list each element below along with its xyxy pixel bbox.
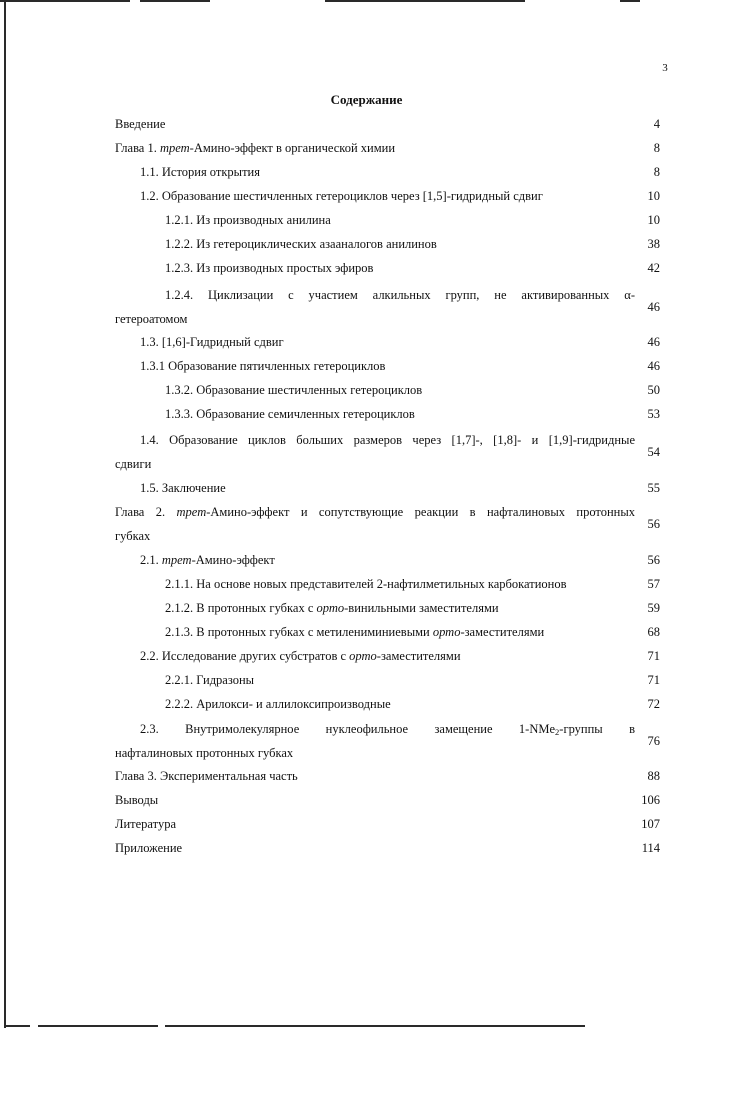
toc-entry-page: 71 — [647, 673, 660, 687]
toc-entry-page: 50 — [647, 383, 660, 397]
toc-entry-title: 1.2.1. Из производных анилина — [165, 213, 331, 227]
toc-entry-title: 1.2. Образование шестичленных гетероциклов через [1,5]-гидридный сдвиг — [140, 189, 543, 203]
toc-entry-title: 2.1.3. В протонных губках с метилениминиевыми орто-заместителями — [165, 625, 545, 639]
toc-entry-page: 107 — [641, 817, 660, 831]
toc-entry-page: 46 — [647, 300, 660, 314]
toc-entry-title: 2.2. Исследование других субстратов с орто-заместителями — [140, 649, 461, 663]
toc-entry-title: 1.3.2. Образование шестичленных гетероциклов — [165, 383, 423, 397]
toc-entry-page: 55 — [647, 481, 660, 495]
toc-entry-page: 59 — [647, 601, 660, 615]
toc-entry-title: Приложение — [115, 841, 183, 855]
toc-entry-title: 2.2.1. Гидразоны — [165, 673, 255, 687]
toc-heading: Содержание — [330, 92, 403, 107]
toc-entry-page: 10 — [647, 213, 660, 227]
scan-edge-left — [4, 0, 6, 1028]
toc-entry-title: 2.3. Внутримолекулярное нуклеофильное замещение 1-NMe$_2$-группы в — [140, 722, 635, 737]
page-number: 3 — [662, 62, 668, 74]
toc-entry-title: 2.1.2. В протонных губках с орто-винильными заместителями — [165, 601, 499, 615]
toc-entry-title: 1.1. История открытия — [140, 165, 260, 179]
toc-entry-title: 1.2.4. Циклизации с участием алкильных групп, не активированных α- — [165, 288, 635, 302]
toc-entry-title: Глава 2. трет-Амино-эффект и сопутствующие реакции в нафталиновых протонных — [115, 505, 635, 519]
toc-entry-title: 2.1.1. На основе новых представителей 2-нафтилметильных карбокатионов — [165, 577, 567, 591]
toc-entry-title-continued: нафталиновых протонных губках — [115, 746, 294, 760]
toc-entry-title: 1.4. Образование циклов больших размеров через [1,7]-, [1,8]- и [1,9]-гидридные — [140, 433, 635, 447]
toc-entry-page: 71 — [647, 649, 660, 663]
toc-entry-title: Литература — [115, 817, 176, 831]
toc-entry-title-continued: гетероатомом — [115, 312, 188, 326]
toc-entry-page: 57 — [647, 577, 660, 591]
toc-entry-page: 38 — [647, 237, 660, 251]
toc-entry-title: 2.1. трет-Амино-эффект — [140, 553, 275, 567]
toc-entry-title: 1.3.1 Образование пятичленных гетероциклов — [140, 359, 386, 373]
toc-entry-page: 88 — [647, 769, 660, 783]
toc-entry-page: 8 — [653, 141, 660, 155]
toc-entry-page: 4 — [653, 117, 660, 131]
toc-entry-title-continued: губках — [115, 529, 151, 543]
toc-entry-page: 106 — [641, 793, 660, 807]
toc-entry-page: 114 — [641, 841, 660, 855]
toc-entry-title: Выводы — [115, 793, 159, 807]
toc-entry-title: 1.2.3. Из производных простых эфиров — [165, 261, 374, 275]
toc-entry-page: 56 — [647, 553, 660, 567]
toc-entry-title: 1.5. Заключение — [140, 481, 226, 495]
toc-entry-title: 2.2.2. Арилокси- и аллилоксипроизводные — [165, 697, 391, 711]
toc-entry-page: 76 — [647, 734, 660, 748]
toc-entry-page: 72 — [647, 697, 660, 711]
toc-entry-title: Глава 1. трет-Амино-эффект в органической химии — [115, 141, 396, 155]
toc-entry-page: 56 — [647, 517, 660, 531]
toc-entry-page: 54 — [647, 445, 660, 459]
toc-entry-title-continued: сдвиги — [115, 457, 152, 471]
toc-entry-title: 1.3.3. Образование семичленных гетероциклов — [165, 407, 415, 421]
toc-entry-title: 1.3. [1,6]-Гидридный сдвиг — [140, 335, 284, 349]
toc-entry-page: 10 — [647, 189, 660, 203]
toc-entry-page: 8 — [653, 165, 660, 179]
toc-entry-page: 46 — [647, 359, 660, 373]
toc-entry-title: Глава 3. Экспериментальная часть — [115, 769, 298, 783]
toc-entry-page: 42 — [647, 261, 660, 275]
toc-entry-title: 1.2.2. Из гетероциклических азааналогов анилинов — [165, 237, 437, 251]
toc-entry-title: Введение — [115, 117, 166, 131]
toc-entry-page: 53 — [647, 407, 660, 421]
toc-entry-page: 68 — [647, 625, 660, 639]
toc-entry-page: 46 — [647, 335, 660, 349]
